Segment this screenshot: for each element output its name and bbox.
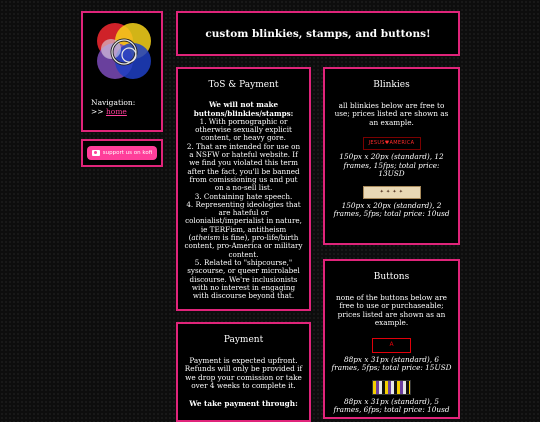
header-panel — [176, 11, 460, 56]
nav-prefix: >> — [91, 106, 104, 116]
tos-item-5: 5. Related to "shipcourse," syscourse, or queer microlabel discourse. We're inclusionists with no interest in engaging with discourse beyond that. — [187, 257, 300, 301]
nav-label: Navigation: — [91, 98, 136, 107]
tos-panel — [176, 67, 311, 311]
blinkie-2: ✦ ✦ ✦ ✦ — [363, 186, 421, 199]
button-1-caption: 88px x 31px (standard), 6 frames, 5fps; total price: 15USD — [331, 354, 452, 372]
buttons-title: Buttons — [373, 272, 410, 282]
kofi-button[interactable] — [87, 146, 157, 160]
home-link[interactable]: home — [105, 106, 127, 116]
navigation — [91, 99, 153, 116]
payment-title: Payment — [223, 335, 264, 345]
tos-item-3: 3. Containing hate speech. — [194, 191, 293, 201]
blinkie-1-caption: 150px x 20px (standard), 12 frames, 15fps; total price: 13USD — [339, 152, 444, 178]
pride-logo-icon — [91, 19, 157, 85]
blinkies-panel — [323, 67, 460, 245]
tos-lead: We will not make buttons/blinkies/stamps: — [193, 100, 294, 118]
payment-text: Payment is expected upfront. Refunds will only be provided if we drop your comission or take over 4 weeks to complete it. — [184, 355, 303, 390]
kofi-cup-icon — [92, 150, 100, 156]
page-title: custom blinkies, stamps, and buttons! — [205, 27, 431, 40]
tos-item-2: 2. That are intended for use on a NSFW or hateful website. If we find you violated this term after the fact, you'll be banned from comissioning us and put on a no-sell list. — [186, 141, 301, 193]
payment-methods-heading: We take payment through: — [189, 398, 298, 408]
payment-panel — [176, 322, 311, 422]
sidebar-panel — [81, 11, 163, 132]
blinkie-jesus-america: JESUS♥AMERICA — [363, 137, 421, 150]
blinkies-intro: all blinkies below are free to use; prices listed are shown as an example. — [334, 100, 449, 127]
kofi-label: support us on kofi — [102, 150, 153, 156]
blinkie-2-caption: 150px x 20px (standard), 2 frames, 5fps; total price: 10usd — [333, 200, 450, 218]
button-2-caption: 88px x 31px (standard), 5 frames, 6fps; total price: 10usd — [333, 396, 450, 414]
buttons-intro: none of the buttons below are free to use or purchaseable; prices listed are shown as an example. — [336, 292, 447, 327]
button-example-1: A — [372, 338, 411, 353]
blinkies-title: Blinkies — [373, 80, 410, 90]
tos-item-1: 1. With pornographic or otherwise sexually explicit content, or heavy gore. — [195, 116, 292, 143]
kofi-panel — [81, 139, 163, 167]
tos-item-4: 4. Representing ideologies that are hateful or colonialist/imperialist in nature, ie TERFism, antitheism (atheism is fine), pro-life/birth content, pro-America or military content. — [184, 199, 303, 259]
button-example-2 — [372, 380, 411, 395]
buttons-panel — [323, 259, 460, 419]
tos-title: ToS & Payment — [208, 80, 279, 90]
